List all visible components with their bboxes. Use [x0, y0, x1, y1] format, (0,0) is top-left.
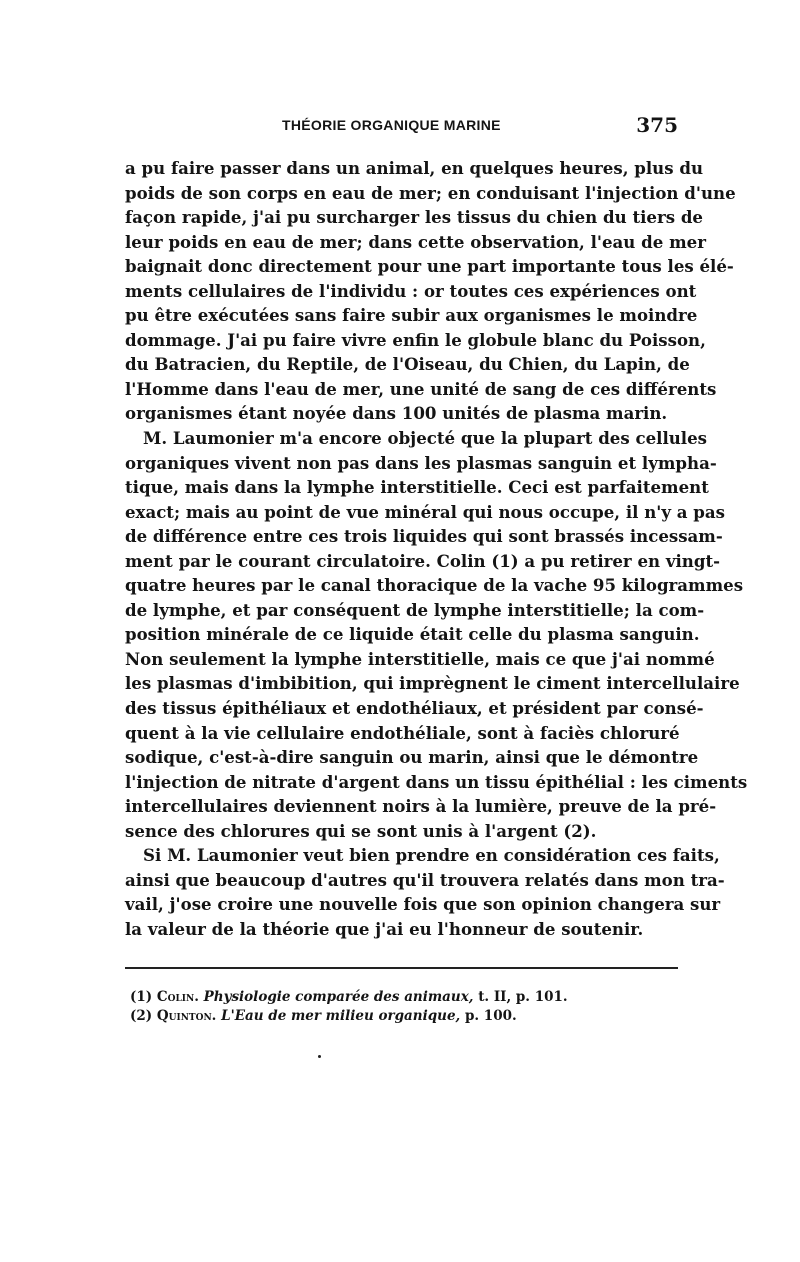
- page-number: 375: [636, 113, 678, 137]
- text-line: ainsi que beaucoup d'autres qu'il trouvera relatés dans mon tra-: [125, 869, 725, 890]
- footnote-author: Colin.: [156, 989, 199, 1005]
- text-line: pu être exécutées sans faire subir aux organismes le moindre: [125, 305, 698, 326]
- body-text: [125, 156, 748, 942]
- text-line: dommage. J'ai pu faire vivre enfin le globule blanc du Poisson,: [125, 329, 706, 350]
- footnote-ref: t. II, p. 101.: [478, 989, 568, 1005]
- text-line: organismes étant noyée dans 100 unités de plasma marin.: [125, 403, 668, 424]
- text-line: de différence entre ces trois liquides qui sont brassés incessam-: [125, 526, 723, 547]
- text-line: exact; mais au point de vue minéral qui nous occupe, il n'y a pas: [125, 501, 726, 522]
- text-line: tique, mais dans la lymphe interstitielle. Ceci est parfaitement: [125, 477, 709, 498]
- text-line: intercellulaires deviennent noirs à la lumière, preuve de la pré-: [125, 796, 717, 817]
- footnote-2: [130, 1007, 678, 1026]
- text-line: façon rapide, j'ai pu surcharger les tissus du chien du tiers de: [125, 207, 703, 228]
- text-line: Si M. Laumonier veut bien prendre en considération ces faits,: [143, 845, 720, 866]
- text-line: poids de son corps en eau de mer; en conduisant l'injection d'une: [125, 182, 736, 203]
- page-header: [125, 113, 678, 139]
- text-line: M. Laumonier m'a encore objecté que la plupart des cellules: [143, 428, 708, 449]
- text-line: organiques vivent non pas dans les plasmas sanguin et lympha-: [125, 452, 717, 473]
- text-line: du Batracien, du Reptile, de l'Oiseau, du Chien, du Lapin, de: [125, 354, 690, 375]
- text-line: position minérale de ce liquide était celle du plasma sanguin.: [125, 624, 700, 645]
- footnote-marker: (2): [130, 1008, 153, 1024]
- footnotes: [130, 988, 678, 1026]
- footnote-title: L'Eau de mer milieu organique,: [221, 1008, 461, 1024]
- footnote-ref: p. 100.: [464, 1008, 517, 1024]
- footnote-divider: [125, 967, 678, 969]
- ink-speck: [318, 1055, 321, 1058]
- text-line: baignait donc directement pour une part importante tous les élé-: [125, 256, 734, 277]
- text-line: leur poids en eau de mer; dans cette observation, l'eau de mer: [125, 231, 706, 252]
- footnote-marker: (1): [130, 989, 153, 1005]
- text-line: Non seulement la lymphe interstitielle, mais ce que j'ai nommé: [125, 648, 715, 669]
- text-line: quent à la vie cellulaire endothéliale, sont à faciès chloruré: [125, 722, 680, 743]
- text-line: les plasmas d'imbibition, qui imprègnent le ciment intercellulaire: [125, 673, 740, 694]
- text-line: la valeur de la théorie que j'ai eu l'honneur de soutenir.: [125, 918, 644, 939]
- footnote-1: [130, 988, 678, 1007]
- text-line: ments cellulaires de l'individu : or toutes ces expériences ont: [125, 280, 697, 301]
- text-line: vail, j'ose croire une nouvelle fois que son opinion changera sur: [125, 894, 721, 915]
- text-line: des tissus épithéliaux et endothéliaux, et président par consé-: [125, 698, 704, 719]
- text-line: l'Homme dans l'eau de mer, une unité de sang de ces différents: [125, 378, 717, 399]
- footnote-title: Physiologie comparée des animaux,: [203, 989, 474, 1005]
- text-line: sodique, c'est-à-dire sanguin ou marin, ainsi que le démontre: [125, 747, 699, 768]
- text-line: sence des chlorures qui se sont unis à l'argent (2).: [125, 820, 597, 841]
- footnote-author: Quinton.: [156, 1008, 217, 1024]
- text-line: a pu faire passer dans un animal, en quelques heures, plus du: [125, 158, 704, 178]
- running-title: THÉORIE ORGANIQUE MARINE: [282, 117, 501, 133]
- text-line: de lymphe, et par conséquent de lymphe interstitielle; la com-: [125, 599, 705, 620]
- text-line: l'injection de nitrate d'argent dans un tissu épithélial : les ciments: [125, 771, 748, 792]
- text-line: ment par le courant circulatoire. Colin (1) a pu retirer en vingt-: [125, 550, 721, 571]
- text-line: quatre heures par le canal thoracique de la vache 95 kilogrammes: [125, 575, 744, 596]
